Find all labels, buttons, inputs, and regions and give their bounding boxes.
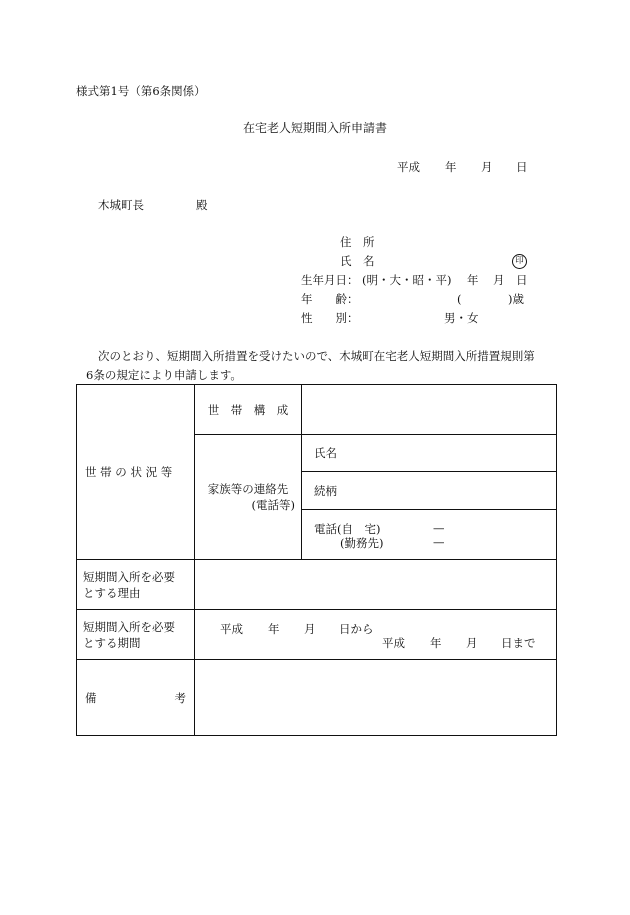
remarks-label-cell	[77, 660, 195, 736]
period-from-year: 年	[268, 621, 280, 636]
age-open-paren: (	[457, 292, 462, 306]
household-composition-label-cell	[195, 385, 302, 435]
sex-label: 性 別：	[301, 311, 359, 325]
remarks-row	[77, 660, 557, 736]
age-close-paren: )歳	[508, 292, 524, 306]
period-to-year: 年	[430, 635, 442, 650]
family-contact-sub: (電話等)	[251, 498, 295, 512]
reason-row	[77, 560, 557, 610]
phone-home-label: 電話(自 宅)	[314, 521, 381, 536]
date-month-label: 月	[481, 160, 493, 174]
period-from-era: 平成	[220, 621, 243, 636]
form-number: 様式第1号（第6条関係）	[76, 84, 206, 98]
age-label: 年 齢：	[301, 292, 359, 306]
application-table	[76, 384, 557, 736]
period-to-era: 平成	[382, 635, 405, 650]
statement-line-2: 6条の規定により申請します。	[86, 368, 242, 382]
household-composition-row	[77, 385, 557, 435]
birth-day-label: 日	[516, 273, 528, 287]
period-to-month: 月	[466, 635, 478, 650]
form-title: 在宅老人短期間入所申請書	[243, 121, 388, 135]
remarks-field[interactable]	[195, 660, 557, 736]
name-label: 氏 名	[340, 254, 375, 268]
phone-work-dash: —	[433, 534, 445, 549]
household-status-cell	[77, 385, 195, 560]
household-composition-field[interactable]	[302, 385, 557, 435]
address-label: 住 所	[340, 235, 375, 249]
sex-options: 男・女	[444, 311, 479, 325]
relationship-field[interactable]	[302, 472, 557, 510]
remarks-char-2: 考	[174, 690, 186, 705]
addressee-honorific: 殿	[196, 198, 208, 212]
family-contact-label: 家族等の連絡先	[207, 482, 289, 496]
addressee-name: 木城町長	[98, 198, 144, 212]
household-composition-label: 世 帯 構 成	[207, 402, 289, 417]
birth-month-label: 月	[493, 273, 505, 287]
household-status-label: 世 帯 の 状 況 等	[85, 465, 173, 479]
period-label-cell	[77, 610, 195, 660]
remarks-char-1: 備	[85, 690, 97, 705]
remarks-label	[85, 690, 186, 706]
reason-label-line-1: 短期間入所を必要	[83, 569, 175, 584]
statement-line-1: 次のとおり、短期間入所措置を受けたいので、木城町在宅老人短期間入所措置規則第	[98, 349, 535, 363]
phone-home-dash: —	[433, 520, 445, 535]
period-field[interactable]	[195, 610, 557, 660]
birth-eras: (明・大・昭・平)	[362, 273, 452, 287]
date-era: 平成	[397, 160, 420, 174]
period-row	[77, 610, 557, 660]
birth-label: 生年月日：	[301, 273, 359, 287]
family-contact-cell	[195, 435, 302, 560]
reason-label-cell	[77, 560, 195, 610]
period-from-month: 月	[304, 621, 316, 636]
contact-name-field[interactable]	[302, 435, 557, 472]
relationship-label: 続柄	[314, 483, 337, 498]
phone-field[interactable]	[302, 510, 557, 560]
seal-mark-icon: 印	[512, 254, 527, 269]
period-to-day: 日まで	[501, 635, 536, 650]
date-day-label: 日	[516, 160, 528, 174]
date-year-label: 年	[445, 160, 457, 174]
birth-year-label: 年	[467, 273, 479, 287]
reason-label-line-2: とする理由	[83, 585, 141, 600]
contact-name-label: 氏名	[314, 446, 337, 460]
reason-field[interactable]	[195, 560, 557, 610]
period-label-line-1: 短期間入所を必要	[83, 619, 175, 634]
phone-work-label: (勤務先)	[340, 535, 384, 550]
period-label-line-2: とする期間	[83, 635, 141, 650]
period-from-day: 日から	[339, 621, 374, 636]
